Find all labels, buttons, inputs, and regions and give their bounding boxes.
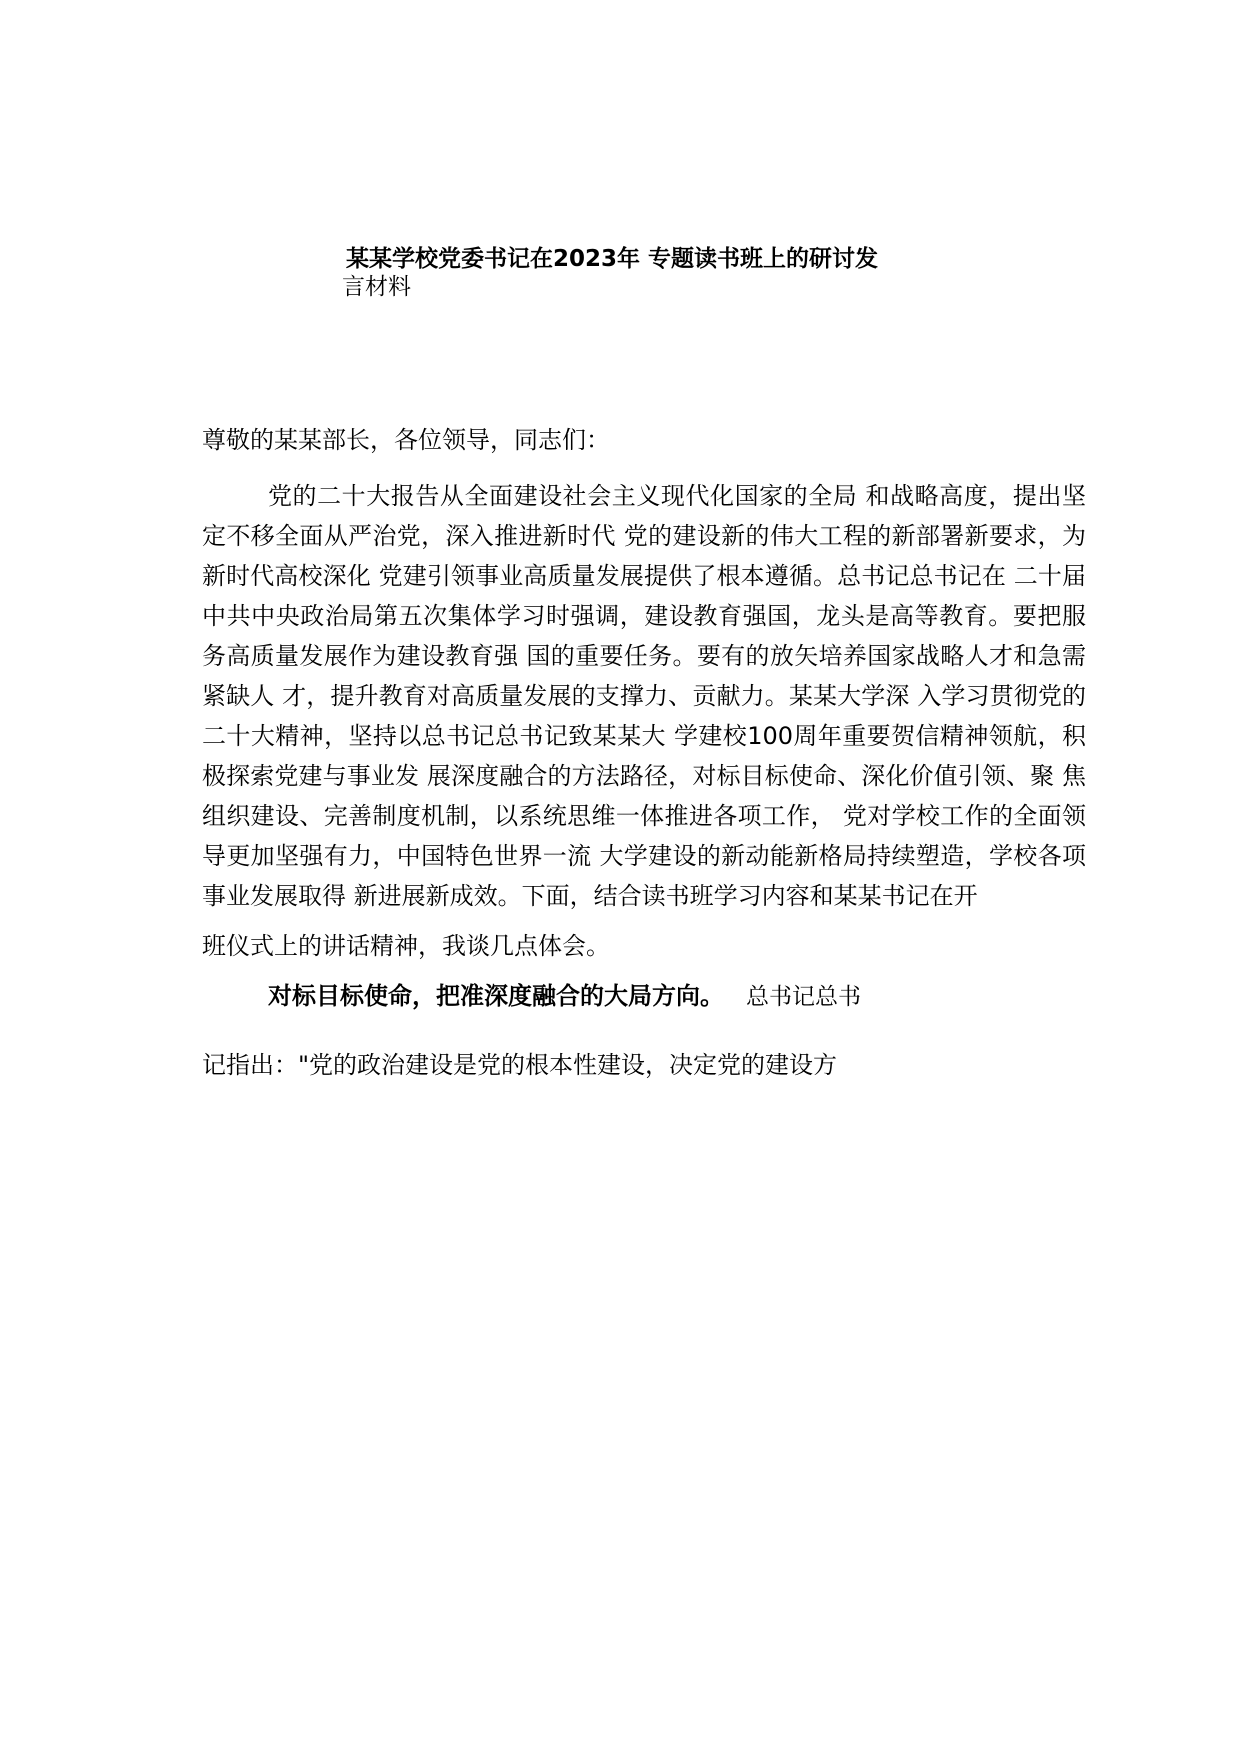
paragraph-continuation: 班仪式上的讲话精神，我谈几点体会。 <box>202 932 610 960</box>
title-line-1: 某某学校党委书记在2023年 专题读书班上的研讨发 <box>346 246 879 272</box>
quote-line: 记指出："党的政治建设是党的根本性建设，决定党的建设方 <box>202 1051 838 1079</box>
document-title <box>342 244 1046 300</box>
section-heading: 对标目标使命，把准深度融合的大局方向。 <box>268 982 724 1010</box>
paragraph: 党的二十大报告从全面建设社会主义现代化国家的全局 和战略高度，提出坚定不移全面从严治党，深入推进新时代 党的建设新的伟大工程的新部署新要求，为新时代高校深化 党建引领事业高质量发展提供了根本遵循。总书记总书记在 二十届中共中央政治局第五次集体学习时强调，建设教育强国，龙头是高等教育。要把服务高质量发展作为建设教育强 国的重要任务。要有的放矢培养国家战略人才和急需紧缺人 才，提升教育对高质量发展的支撑力、贡献力。某某大学深 入学习贯彻党的二十大精神，坚持以总书记总书记致某某大 学建校100周年重要贺信精神领航，积极探索党建与事业发 展深度融合的方法路径，对标目标使命、深化价值引领、聚 焦组织建设、完善制度机制，以系统思维一体推进各项工作， 党对学校工作的全面领导更加坚强有力，中国特色世界一流 大学建设的新动能新格局持续塑造，学校各项事业发展取得 新进展新成效。下面，结合读书班学习内容和某某书记在开 <box>202 482 1086 910</box>
section-1 <box>202 976 1086 1017</box>
salutation: 尊敬的某某部长，各位领导，同志们： <box>202 426 610 454</box>
document-body <box>202 420 1086 1085</box>
section-text: 总书记总书 <box>746 984 861 1010</box>
title-line-2: 言材料 <box>342 274 411 300</box>
